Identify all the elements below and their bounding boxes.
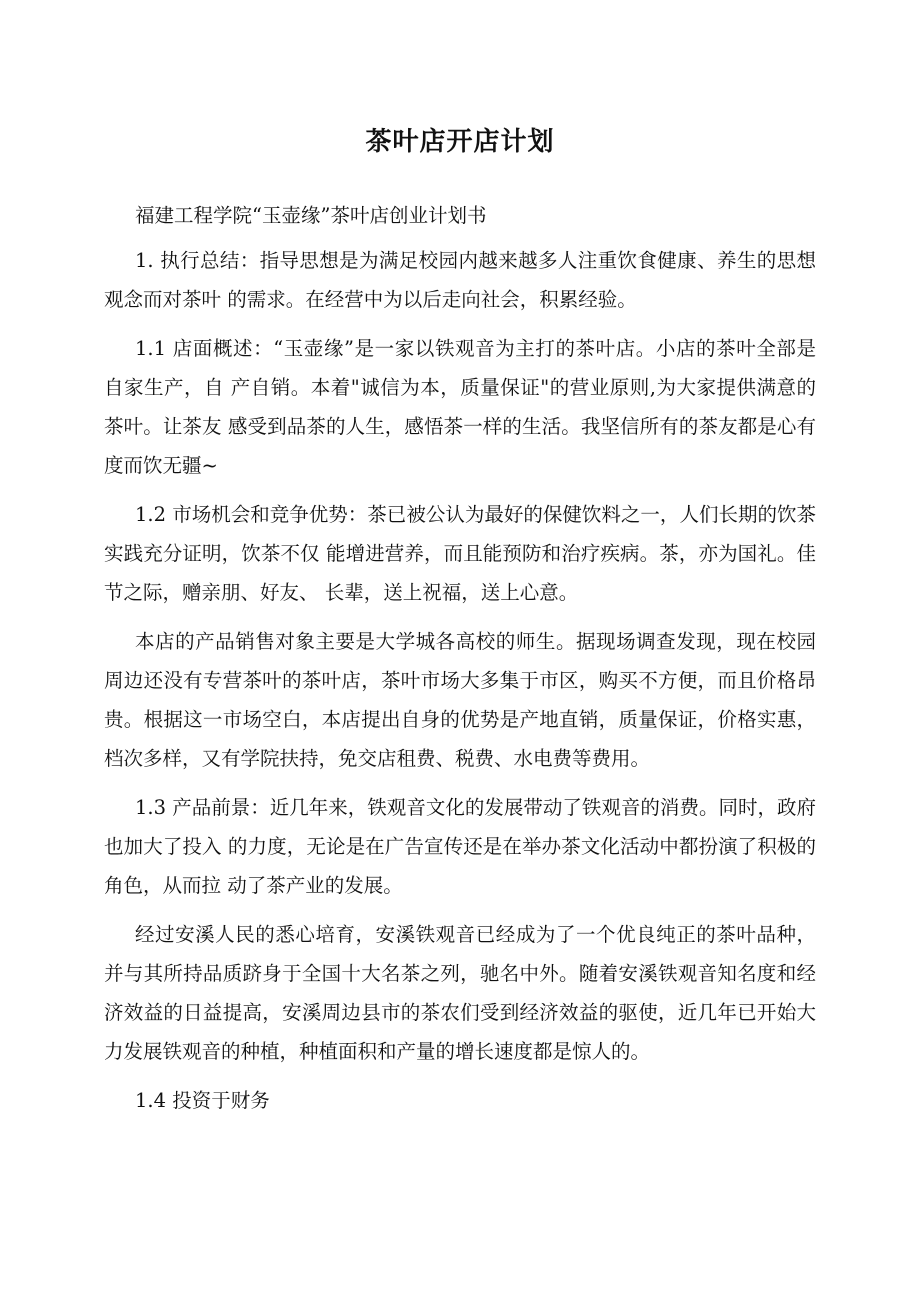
paragraph-target-customers: 本店的产品销售对象主要是大学城各高校的师生。据现场调查发现，现在校园周边还没有专营茶叶的茶叶店，茶叶市场大多集于市区，购买不方便，而且价格昂贵。根据这一市场空白，本店提出自身的优势是产地直销，质量保证，价格实惠，档次多样，又有学院扶持，免交店租费、税费、水电费等费用。 <box>104 630 816 770</box>
paragraph-anxi-tieguanyin: 经过安溪人民的悉心培育，安溪铁观音已经成为了一个优良纯正的茶叶品种，并与其所持品质跻身于全国十大名茶之列，驰名中外。随着安溪铁观音知名度和经济效益的日益提高，安溪周边县市的茶农们受到经济效益的驱使，近几年已开始大力发展铁观音的种植，种植面积和产量的增长速度都是惊人的。 <box>104 923 816 1063</box>
section-1-executive-summary: 1. 执行总结：指导思想是为满足校园内越来越多人注重饮食健康、养生的思想观念而对茶叶 的需求。在经营中为以后走向社会，积累经验。 <box>104 249 816 311</box>
section-1-1-store-overview: 1.1 店面概述：“玉壶缘”是一家以铁观音为主打的茶叶店。小店的茶叶全部是自家生产，自 产自销。本着"诚信为本，质量保证"的营业原则,为大家提供满意的茶叶。让茶友 感受到品茶的人生，感悟茶一样的生活。我坚信所有的茶友都是心有度而饮无疆~ <box>104 337 816 477</box>
section-1-2-market-opportunity: 1.2 市场机会和竞争优势：茶已被公认为最好的保健饮料之一，人们长期的饮茶实践充分证明，饮茶不仅 能增进营养，而且能预防和治疗疾病。茶，亦为国礼。佳节之际，赠亲朋、好友、 长辈，送上祝福，送上心意。 <box>104 503 816 604</box>
document-title: 茶叶店开店计划 <box>365 127 555 157</box>
subtitle-paragraph: 福建工程学院“玉壶缘”茶叶店创业计划书 <box>135 204 487 227</box>
document-body <box>104 196 816 1130</box>
section-1-4-investment-finance: 1.4 投资于财务 <box>135 1089 270 1112</box>
section-1-3-product-outlook: 1.3 产品前景：近几年来，铁观音文化的发展带动了铁观音的消费。同时，政府也加大了投入 的力度，无论是在广告宣传还是在举办茶文化活动中都扮演了积极的角色，从而拉 动了茶产业的发展。 <box>104 796 816 897</box>
